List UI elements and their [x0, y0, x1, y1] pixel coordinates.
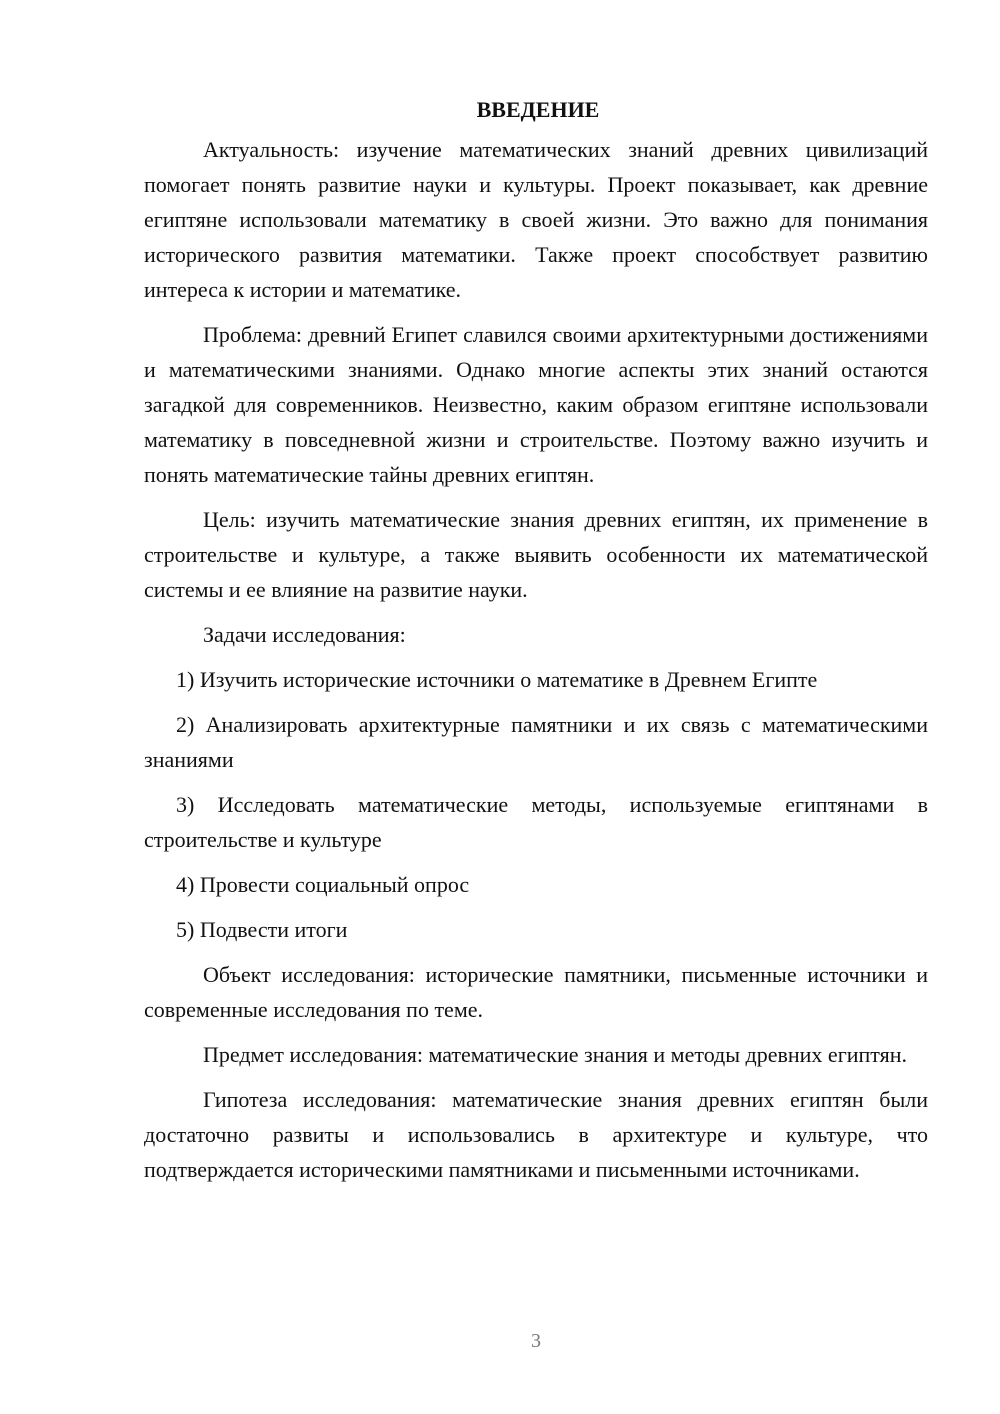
task-item: 5) Подвести итоги [176, 917, 348, 942]
task-item: 4) Провести социальный опрос [176, 872, 470, 897]
task-item: 1) Изучить исторические источники о математике в Древнем Египте [176, 667, 818, 692]
relevance-paragraph: Актуальность: изучение математических знаний древних цивилизаций помогает понять развитие науки и культуры. Проект показывает, как древние египтяне использовали математику в своей жизни. Это важно для понимания исторического развития математики. Также проект способствует развитию интереса к истории и математике. [144, 137, 928, 302]
page-number: 3 [531, 1330, 541, 1352]
document-page [144, 92, 928, 1187]
task-item: 3) Исследовать математические методы, используемые египтянами в строительстве и культуре [144, 792, 928, 852]
page-title: ВВЕДЕНИЕ [476, 97, 600, 122]
goal-paragraph: Цель: изучить математические знания древних египтян, их применение в строительстве и культуре, а также выявить особенности их математической системы и ее влияние на развитие науки. [144, 507, 928, 602]
task-item: 2) Анализировать архитектурные памятники и их связь с математическими знаниями [144, 712, 928, 772]
tasks-heading: Задачи исследования: [203, 622, 406, 647]
subject-paragraph: Предмет исследования: математические знания и методы древних египтян. [203, 1042, 907, 1067]
hypothesis-paragraph: Гипотеза исследования: математические знания древних египтян были достаточно развиты и использовались в архитектуре и культуре, что подтверждается историческими памятниками и письменными источниками. [144, 1087, 928, 1182]
tasks-list [144, 662, 928, 947]
object-paragraph: Объект исследования: исторические памятники, письменные источники и современные исследования по теме. [144, 962, 928, 1022]
problem-paragraph: Проблема: древний Египет славился своими архитектурными достижениями и математическими знаниями. Однако многие аспекты этих знаний остаются загадкой для современников. Неизвестно, каким образом египтяне использовали математику в повседневной жизни и строительстве. Поэтому важно изучить и понять математические тайны древних египтян. [144, 322, 928, 487]
